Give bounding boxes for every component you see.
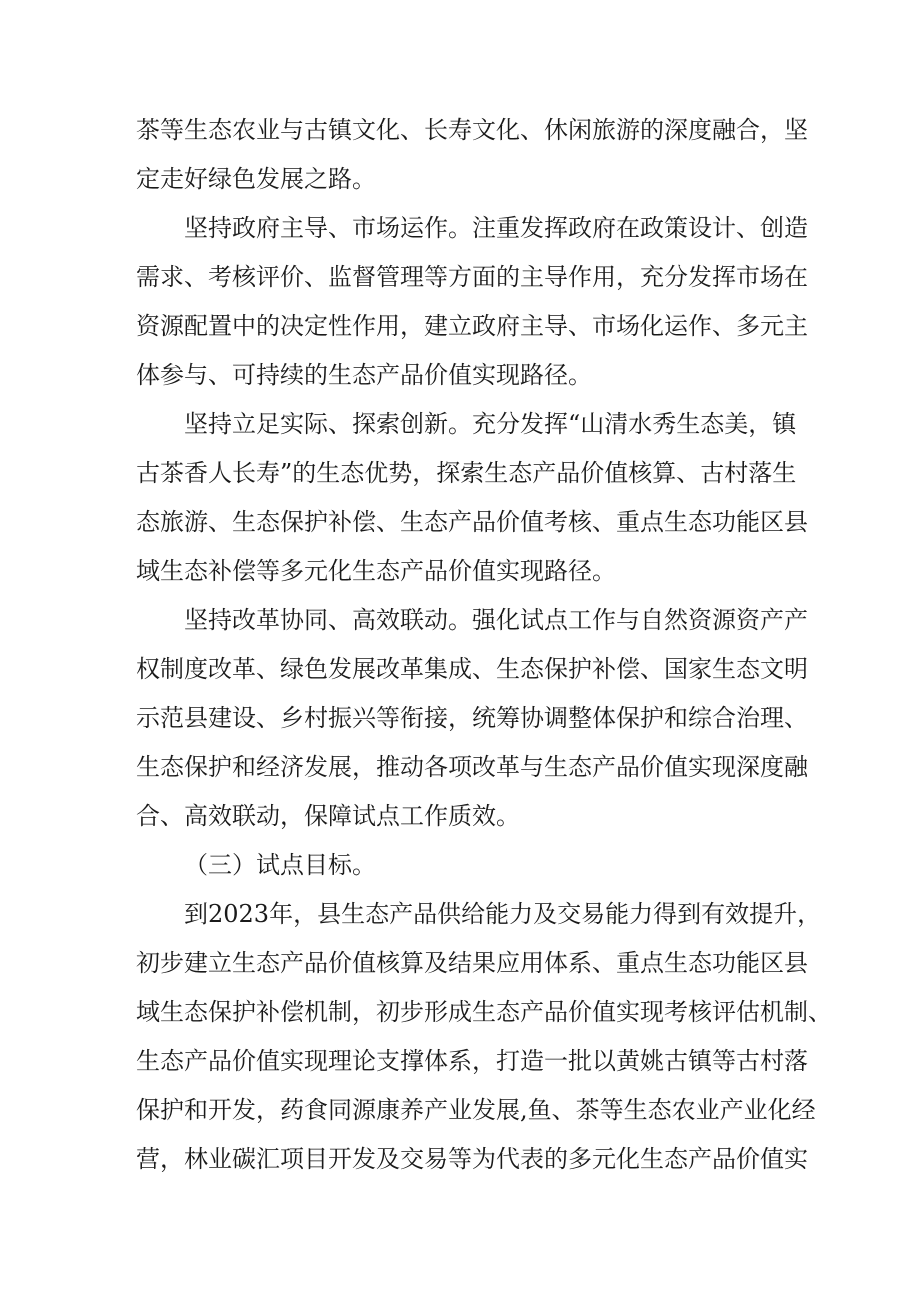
section-heading: （三）试点目标。 [184, 851, 376, 879]
text-line-13: 示范县建设、乡村振兴等衔接，统筹协调整体保护和综合治理、 [136, 704, 808, 732]
paragraph-start-line-7: 坚持立足实际、探索创新。充分发挥“山清水秀生态美，镇 [184, 410, 797, 438]
text-line-12: 权制度改革、绿色发展改革集成、生态保护补偿、国家生态文明 [136, 655, 808, 683]
text-line-18: 初步建立生态产品价值核算及结果应用体系、重点生态功能区县 [136, 949, 808, 977]
text-line-15: 合、高效联动，保障试点工作质效。 [136, 802, 520, 830]
paragraph-start-line-17: 到2023年，县生态产品供给能力及交易能力得到有效提升， [184, 900, 822, 928]
text-line-22: 营，林业碳汇项目开发及交易等为代表的多元化生态产品价值实 [136, 1145, 808, 1173]
text-line-20: 生态产品价值实现理论支撑体系，打造一批以黄姚古镇等古村落 [136, 1047, 808, 1075]
text-line-6: 体参与、可持续的生态产品价值实现路径。 [136, 361, 592, 389]
text-line-2: 定走好绿色发展之路。 [136, 165, 376, 193]
text-line-19: 域生态保护补偿机制，初步形成生态产品价值实现考核评估机制、 [136, 998, 832, 1026]
text-line-9: 态旅游、生态保护补偿、生态产品价值考核、重点生态功能区县 [136, 508, 808, 536]
paragraph-start-line-3: 坚持政府主导、市场运作。注重发挥政府在政策设计、创造 [184, 214, 808, 242]
text-line-14: 生态保护和经济发展，推动各项改革与生态产品价值实现深度融 [136, 753, 808, 781]
text-line-5: 资源配置中的决定性作用，建立政府主导、市场化运作、多元主 [136, 312, 808, 340]
paragraph-start-line-11: 坚持改革协同、高效联动。强化试点工作与自然资源资产产 [184, 606, 808, 634]
text-line-4: 需求、考核评价、监督管理等方面的主导作用，充分发挥市场在 [136, 263, 808, 291]
text-line-10: 域生态补偿等多元化生态产品价值实现路径。 [136, 557, 616, 585]
text-line-8: 古茶香人长寿”的生态优势，探索生态产品价值核算、古村落生 [136, 459, 797, 487]
text-line-21: 保护和开发，药食同源康养产业发展,鱼、茶等生态农业产业化经 [136, 1096, 816, 1124]
text-line-1: 茶等生态农业与古镇文化、长寿文化、休闲旅游的深度融合，坚 [136, 116, 808, 144]
